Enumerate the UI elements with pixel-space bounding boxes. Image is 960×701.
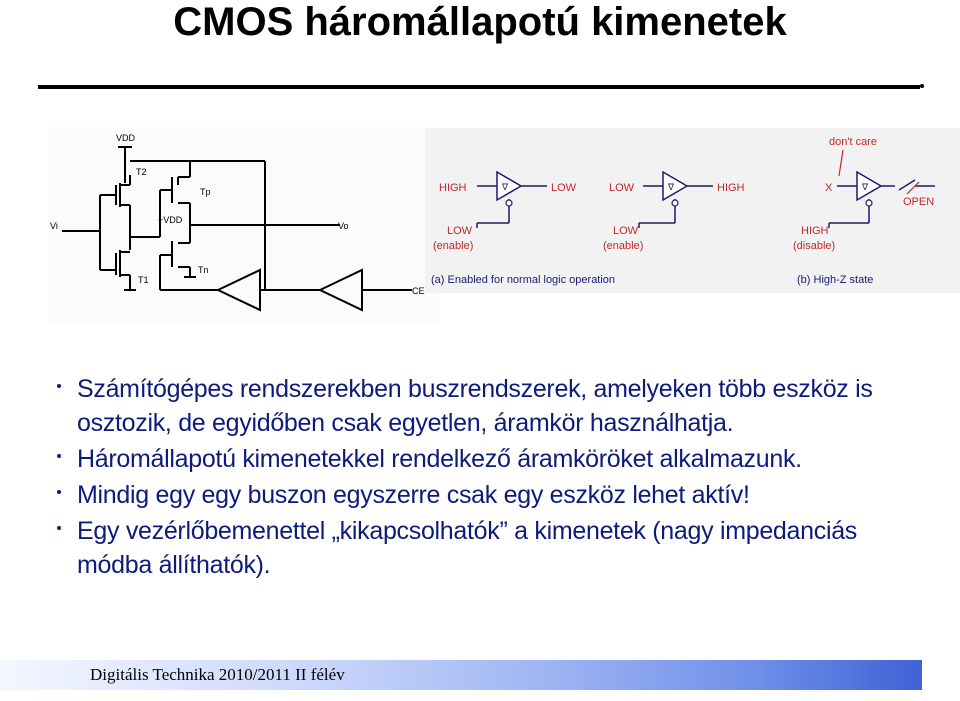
ce-label: CE <box>412 286 425 296</box>
tn-label: Tn <box>198 265 209 275</box>
title-divider-dot <box>920 84 924 88</box>
low-output-label-a: LOW <box>551 182 577 194</box>
bullet-item <box>55 478 935 512</box>
bullet-dot <box>57 526 61 530</box>
x-input-label: X <box>825 182 833 194</box>
bullet-dot <box>57 490 61 494</box>
open-output-label: OPEN <box>903 196 935 208</box>
bullet-item <box>55 514 935 582</box>
high-output-label-b: HIGH <box>717 182 745 194</box>
bullet-text: Mindig egy egy buszon egyszerre csak egy eszköz lehet aktív! <box>77 481 750 509</box>
bullet-item <box>55 372 935 440</box>
svg-text:∇: ∇ <box>862 182 869 192</box>
disable-note: (disable) <box>793 240 836 252</box>
bullet-text: Egy vezérlőbemenettel „kikapcsolhatók” a kimenetek (nagy impedanciás módba állíthatók). <box>77 517 858 579</box>
cmos-circuit-diagram <box>40 125 440 325</box>
enable-note-b: (enable) <box>603 240 644 252</box>
svg-text:∇: ∇ <box>668 182 675 192</box>
bullet-text: Háromállapotú kimenetekkel rendelkező áramköröket alkalmazunk. <box>77 445 802 473</box>
high-enable-label: HIGH <box>801 225 829 237</box>
vi-label: Vi <box>50 221 58 231</box>
low-enable-label-b: LOW <box>613 225 639 237</box>
vdd-label: VDD <box>116 133 136 143</box>
tristate-buffer-figure <box>425 128 960 293</box>
dont-care-label: don't care <box>829 136 877 148</box>
pvdd-label: +VDD <box>158 215 183 225</box>
enable-note-a: (enable) <box>433 240 474 252</box>
low-enable-label-a: LOW <box>447 225 473 237</box>
t2-label: T2 <box>136 167 147 177</box>
bullet-dot <box>57 384 61 388</box>
low-input-label-b: LOW <box>609 182 635 194</box>
t1-label: T1 <box>138 275 149 285</box>
bullet-item <box>55 442 935 476</box>
title-divider <box>38 85 920 89</box>
caption-a: (a) Enabled for normal logic operation <box>431 274 616 286</box>
tp-label: Tp <box>200 187 211 197</box>
footer-text: Digitális Technika 2010/2011 II félév <box>90 665 345 684</box>
svg-text:∇: ∇ <box>502 182 509 192</box>
vo-label: Vo <box>338 221 349 231</box>
bullet-dot <box>57 454 61 458</box>
bullet-list <box>55 372 935 584</box>
caption-b: (b) High-Z state <box>797 274 874 286</box>
bullet-text: Számítógépes rendszerekben buszrendszerek, amelyeken több eszköz is osztozik, de egyidőben csak egyetlen, áramkör használhatja. <box>77 375 873 437</box>
slide-title: CMOS háromállapotú kimenetek <box>173 0 787 44</box>
high-input-label-a: HIGH <box>439 182 467 194</box>
